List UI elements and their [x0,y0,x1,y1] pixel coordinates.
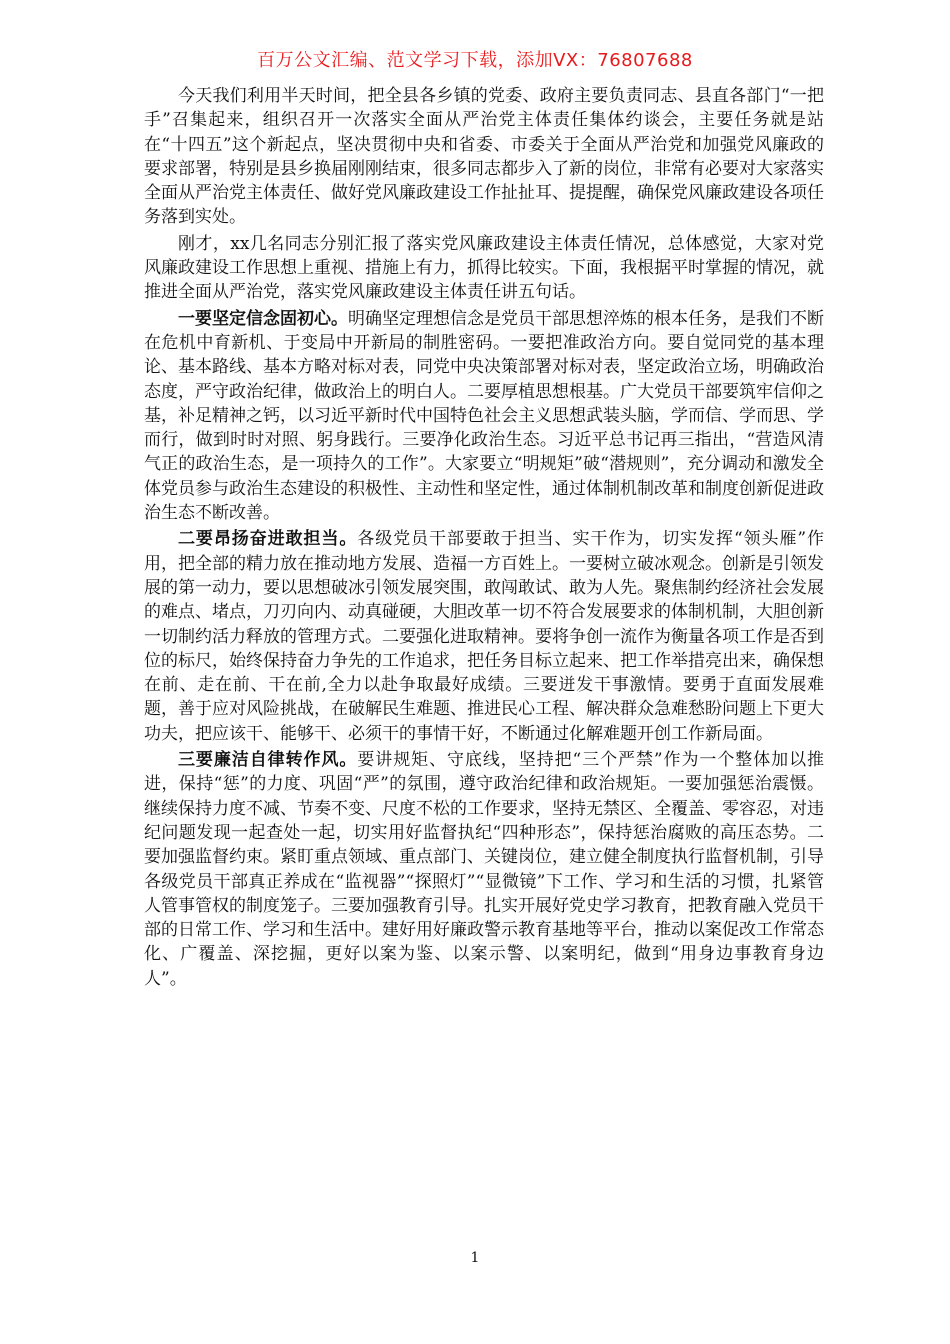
paragraph-text: 要讲规矩、守底线，坚持把“三个严禁”作为一个整体加以推进，保持“惩”的力度、巩固“严”的氛围，遵守政治纪律和政治规矩。一要加强惩治震慑。继续保持力度不减、节奏不变、尺度不松的工作要求，坚持无禁区、全覆盖、零容忍，对违纪问题发现一起查处一起，切实用好监督执纪“四种形态”，保持惩治腐败的高压态势。二要加强监督约束。紧盯重点领域、重点部门、关键岗位，建立健全制度执行监督机制，引导各级党员干部真正养成在“监视器”“探照灯”“显微镜”下工作、学习和生活的习惯，扎紧管人管事管权的制度笼子。三要加强教育引导。扎实开展好党史学习教育，把教育融入党员干部的日常工作、学习和生活中。建好用好廉政警示教育基地等平台，推动以案促改工作常态化、广覆盖、深挖掘，更好以案为鉴、以案示警、以案明纪，做到“用身边事教育身边人”。 [144,750,824,989]
paragraph-text: 各级党员干部要敢于担当、实干作为，切实发挥“领头雁”作用，把全部的精力放在推动地方发展、造福一方百姓上。一要树立破冰观念。创新是引领发展的第一动力，要以思想破冰引领发展突围，敢闯敢试、敢为人先。聚焦制约经济社会发展的难点、堵点，刀刃向内、动真碰硬，大胆改革一切不符合发展要求的体制机制，大胆创新一切制约活力释放的管理方式。二要强化进取精神。要将争创一流作为衡量各项工作是否到位的标尺，始终保持奋力争先的工作追求，把任务目标立起来、把工作举措亮出来，确保想在前、走在前、干在前,全力以赴争取最好成绩。三要迸发干事激情。要勇于直面发展难题，善于应对风险挑战，在破解民生难题、推进民心工程、解决群众急难愁盼问题上下更大功夫，把应该干、能够干、必须干的事情干好，不断通过化解难题开创工作新局面。 [144,529,824,744]
page-number: 1 [470,1250,480,1266]
paragraph-4 [144,527,824,746]
document-body [144,84,824,993]
paragraph-lead: 三要廉洁自律转作风。 [178,750,358,771]
paragraph-text: 今天我们利用半天时间，把全县各乡镇的党委、政府主要负责同志、县直各部门“一把手”召集起来，组织召开一次落实全面从严治党主体责任集体约谈会，主要任务就是站在“十四五”这个新起点，坚决贯彻中央和省委、市委关于全面从严治党和加强党风廉政的要求部署，特别是县乡换届刚刚结束，很多同志都步入了新的岗位，非常有必要对大家落实全面从严治党主体责任、做好党风廉政建设工作扯扯耳、提提醒，确保党风廉政建设各项任务落到实处。 [144,86,824,228]
header-banner: 百万公文汇编、范文学习下载，添加VX：76807688 [257,50,693,71]
paragraph-3 [144,307,824,526]
paragraph-2 [144,232,824,305]
paragraph-text: 明确坚定理想信念是党员干部思想淬炼的根本任务，是我们不断在危机中育新机、于变局中开新局的制胜密码。一要把准政治方向。要自觉同党的基本理论、基本路线、基本方略对标对表，同党中央决策部署对标对表，坚定政治立场，明确政治态度，严守政治纪律，做政治上的明白人。二要厚植思想根基。广大党员干部要筑牢信仰之基，补足精神之钙，以习近平新时代中国特色社会主义思想武装头脑，学而信、学而思、学而行，做到时时对照、躬身践行。三要净化政治生态。习近平总书记再三指出，“营造风清气正的政治生态，是一项持久的工作”。大家要立“明规矩”破“潜规则”，充分调动和激发全体党员参与政治生态建设的积极性、主动性和坚定性，通过体制机制改革和制度创新促进政治生态不断改善。 [144,308,824,524]
paragraph-5 [144,748,824,991]
paragraph-text: 刚才，xx几名同志分别汇报了落实党风廉政建设主体责任情况，总体感觉，大家对党风廉政建设工作思想上重视、措施上有力，抓得比较实。下面，我根据平时掌握的情况，就推进全面从严治党，落实党风廉政建设主体责任讲五句话。 [144,233,824,303]
paragraph-lead: 一要坚定信念固初心。 [178,308,348,329]
paragraph-lead: 二要昂扬奋进敢担当。 [178,529,358,550]
paragraph-1 [144,84,824,230]
